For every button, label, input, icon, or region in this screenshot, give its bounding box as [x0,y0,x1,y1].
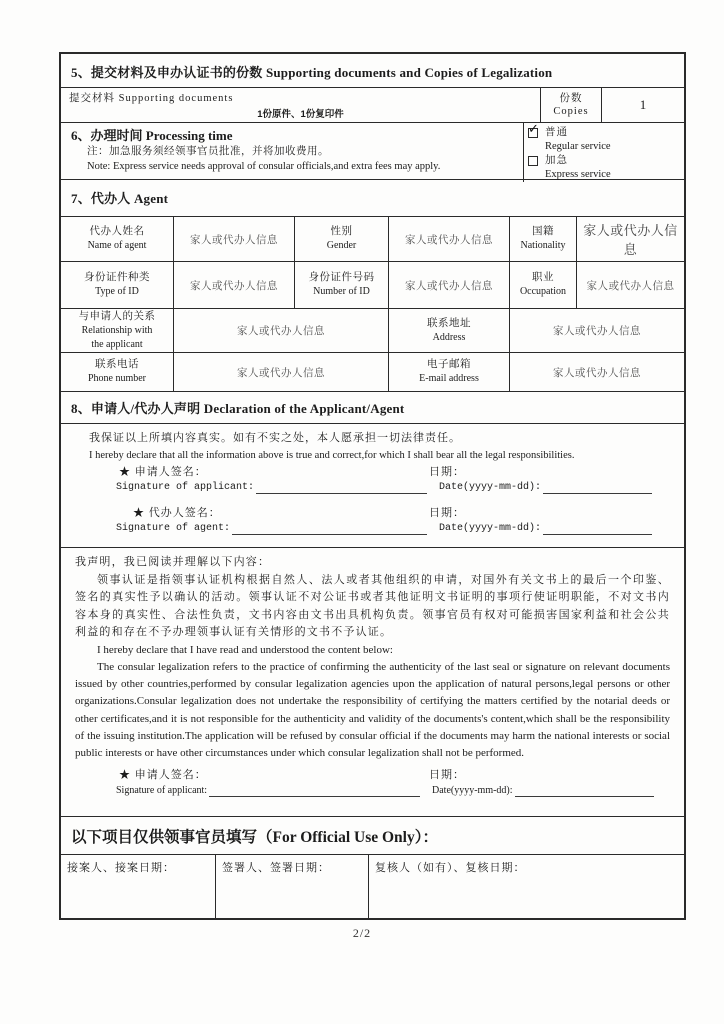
address-value[interactable]: 家人或代办人信息 [553,326,641,337]
official-use-table [61,855,684,918]
applicant-sign-en-label: Signature of applicant: [116,482,255,493]
signature-line[interactable] [232,521,427,535]
regular-service-label: 普通 Regular service [545,127,611,152]
copies-label-zh: 份数 [559,93,583,104]
phone-label: 联系电话 Phone number [61,353,174,391]
agent-row-1 [61,217,684,262]
address-label: 联系地址 Address [389,309,510,352]
checkbox-checked-icon[interactable] [528,122,539,138]
agent-sign-zh-label: ★ 代办人签名： [133,507,221,519]
occupation-label: 职业 Occupation [510,262,577,308]
official-use-header [61,817,684,855]
processing-note-zh: 注：加急服务须经领事官员批准，并将加收费用。 [87,146,329,157]
express-service-option[interactable] [528,154,682,181]
id-number-value[interactable]: 家人或代办人信息 [389,262,510,308]
agent-signature-row [61,521,684,537]
agent-row-4 [61,353,684,392]
agent-sign-zh-row [61,505,684,521]
declaration-intro-zh: 我声明，我已阅读并理解以下内容： [75,556,271,568]
declaration-short-en: I hereby declare that all the information above is true and correct,for which I shall bear all the legal responsibilities. [89,450,575,461]
checkbox-unchecked-icon[interactable] [528,156,538,166]
nationality-value[interactable]: 家人或代办人信息 [583,223,678,257]
section8-title: 8、申请人/代办人声明 Declaration of the Applicant/Agent [71,401,405,416]
declaration-intro-en: I hereby declare that I have read and understood the content below: [97,643,393,656]
date-line[interactable] [543,521,652,535]
applicant-sign-zh-label: ★ 申请人签名： [119,466,207,478]
agent-row-3 [61,309,684,353]
service-options-cell [524,123,684,182]
signature-line[interactable] [256,480,427,494]
signing-officer-cell[interactable]: 签署人、签署日期： [216,855,369,918]
agent-sign-en-label: Signature of agent: [116,523,231,534]
id-type-value[interactable]: 家人或代办人信息 [174,262,295,308]
case-acceptance-cell[interactable]: 接案人、接案日期： [61,855,216,918]
occupation-value[interactable]: 家人或代办人信息 [586,280,675,292]
checkmark-icon: ✓ [528,122,539,137]
regular-service-option[interactable] [528,122,682,153]
declaration-body-en: The consular legalization refers to the practice of confirming the authenticity of the last seal or signature on relevant documents issued by other countries,performed by consular legalization agencies upon the application of natural persons,legal persons or other organizations.Consular legalization does not undertake the responsibility of certifying the matters certified by the notarial deeds or other certificates,and it is not responsible for the authenticity and validity of the documents's content,which shall be the responsibility of the issuing institution.The application will be refused by consular official if the documents may harm the national interests or social public interests or have other circumstances under which consular legalization shall not be performed. [75,660,670,760]
id-type-label: 身份证件种类 Type of ID [61,262,174,308]
declaration-body-zh: 领事认证是指领事认证机构根据自然人、法人或者其他组织的申请，对国外有关文书上的最后一个印鉴、签名的真实性予以确认的活动。领事认证不对公证书或者其他证明文书证明的事项行使证明职能，不对文书内容本身的真实性、合法性负责，文书内容由文书出具机构负责。领事官员有权对可能损害国家利益和社会公共利益的和存在不予办理领事认证有关情形的文书不予认证。 [75,573,670,638]
supporting-documents-value: 1份原件、1份复印件 [257,109,344,120]
applicant-sign-zh-row [61,464,684,480]
gender-value[interactable]: 家人或代办人信息 [389,217,510,261]
supporting-documents-row [61,88,684,123]
phone-value[interactable]: 家人或代办人信息 [174,353,389,391]
date-line[interactable] [543,480,652,494]
relationship-value[interactable]: 家人或代办人信息 [174,309,389,352]
agent-name-value[interactable]: 家人或代办人信息 [174,217,295,261]
applicant-signature-row [61,480,684,496]
processing-note-en: Note: Express service needs approval of consular officials,and extra fees may apply. [87,161,441,172]
reviewer-cell[interactable]: 复核人（如有）、复核日期： [375,862,526,874]
copies-label-en: Copies [553,106,589,117]
date-en-label: Date(yyyy-mm-dd): [439,482,542,493]
supporting-documents-cell [61,88,541,122]
supporting-documents-label: 提交材料 Supporting documents [69,93,234,104]
declaration-sign-zh-row [61,767,684,783]
declaration-short-zh: 我保证以上所填内容真实。如有不实之处，本人愿承担一切法律责任。 [89,432,461,444]
declaration-date-zh-label: 日期： [429,768,465,781]
declaration-sign-en-label: Signature of applicant: [116,784,208,796]
email-label: 电子邮箱 E-mail address [389,353,510,391]
section5-title: 5、提交材料及申办认证书的份数 Supporting documents and Copies of Legalization [71,65,553,80]
declaration-sign-zh-label: ★ 申请人签名： [119,768,207,781]
declaration-date-en-label: Date(yyyy-mm-dd): [432,784,513,796]
date-zh-label: 日期： [429,466,465,478]
section7-header [61,180,684,217]
signature-line[interactable] [209,783,420,797]
consular-declaration-block [61,548,684,817]
relationship-label: 与申请人的关系 Relationship with the applicant [61,309,174,352]
date-en-label-2: Date(yyyy-mm-dd): [439,523,542,534]
processing-time-cell [61,123,524,182]
email-value[interactable]: 家人或代办人信息 [553,367,641,379]
declaration-signature-row [61,783,684,799]
agent-row-2 [61,262,684,309]
official-use-title: 以下项目仅供领事官员填写（For Official Use Only）： [71,829,438,846]
copies-label-cell [541,88,602,122]
agent-name-label: 代办人姓名 Name of agent [61,217,174,261]
section6-title: 6、办理时间 Processing time [71,128,233,143]
section8-body [61,424,684,548]
legalization-application-form [59,52,686,920]
section8-header [61,392,684,424]
page-number: 2/2 [352,926,372,940]
section5-header [61,54,684,88]
section7-title: 7、代办人 Agent [71,191,169,206]
copies-value-cell[interactable]: 1 [639,97,647,112]
id-number-label: 身份证件号码 Number of ID [295,262,389,308]
express-service-label: 加急 Express service [545,155,611,180]
date-zh-label-2: 日期： [429,507,465,519]
date-line[interactable] [515,783,654,797]
processing-time-row [61,123,684,180]
gender-label: 性别 Gender [295,217,389,261]
nationality-label: 国籍 Nationality [510,217,577,261]
